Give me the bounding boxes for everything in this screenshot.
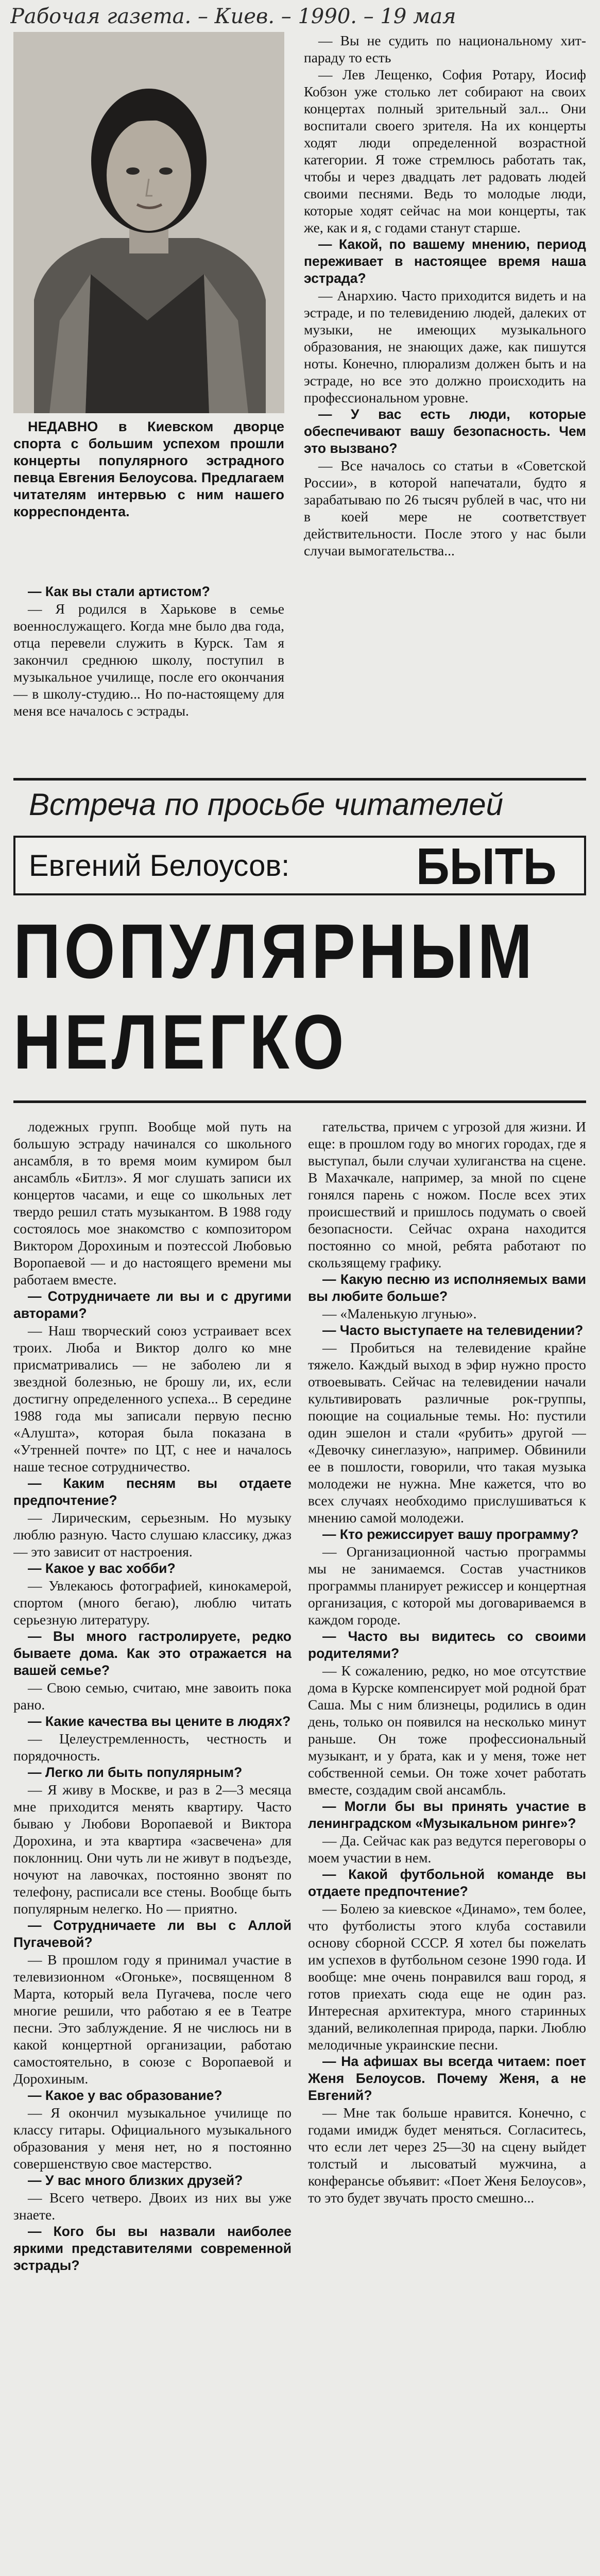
interview-answer: — Наш творческий союз устраивает всех троих. Люба и Виктор долго ко мне присматривались — не заболею ли я звездной болезнью, не брошу ли, их, если достигну определенного успеха... В середине 1988 года мы записали первую песню «Алушта», которая была показана в «Утренней почте» по ЦТ, с нее и началось наше тесное сотрудничество.: [13, 1323, 292, 1475]
interview-answer: — Целеустремленность, честность и порядочность.: [13, 1731, 292, 1764]
interview-answer: — Да. Сейчас как раз ведутся переговоры о моем участии в нем.: [308, 1833, 586, 1866]
interview-answer: — Вы не судить по национальному хит-параду то есть: [304, 32, 586, 65]
interview-answer: — Я живу в Москве, и раз в 2—3 месяца мне приходится менять квартиру. Часто бываю у Любови Воропаевой и Виктора Дорохина, и эта квартира «засвечена» для поклонниц. Они чуть ли не живут в подъезде, ночуют на лавочках, постоянно звонят по телефону, расписали все стены. Вообще быть популярным нелегко. Но — приятно.: [13, 1782, 292, 1917]
interview-answer: — Пробиться на телевидение крайне тяжело. Каждый выход в эфир нужно просто отвоевывать. Сейчас на телевидении начали культивировать различные рок-группы, поющие на социальные темы. Но: пустили один эшелон и стали «рубить» другой — «Девочку синеглазую», например. Обвинили ее в пошлости, говорили, что такая музыка молодежи не нужна. Мне кажется, что во всех случаях необходимо прислушиваться к мнению самой молодежи.: [308, 1340, 586, 1526]
interview-question: — У вас много близких друзей?: [28, 2173, 243, 2188]
interview-question: — На афишах вы всегда читаем: поет Женя Белоусов. Почему Женя, а не Евгений?: [308, 2054, 586, 2103]
interview-answer: — Мне так больше нравится. Конечно, с годами имидж будет меняться. Согласитесь, что если лет через 25—30 на сцену выйдет толстый и лысоватый мужчина, а конферансье объявит: «Поет Женя Белоусов», то это будет звучать просто смешно...: [308, 2105, 586, 2206]
top-left-column: [13, 583, 284, 775]
headline-word-2: ПОПУЛЯРНЫМ: [13, 908, 536, 994]
headline-word-1: БЫТЬ: [416, 838, 557, 895]
interview-answer: — Все началось со статьи в «Советской России», в которой напечатали, будто я зарабатываю по 26 тысяч рублей в час, что ни в коей мере не соответствует действительности. После этого у нас были случаи вымогательства...: [304, 457, 586, 558]
banner-top-rule: [13, 778, 586, 781]
interview-answer: — К сожалению, редко, но мое отсутствие дома в Курске компенсирует мой родной брат Саша. Мы с ним близнецы, родились в один день, только он появился на несколько минут раньше. Он тоже профессиональный музыкант, и у брата, как и у меня, тоже нет собственной семьи. Он тоже хочет работать вместе, создадим свой ансамбль.: [308, 1663, 586, 1798]
interview-question: — Вы много гастролируете, редко бываете дома. Как это отражается на вашей семье?: [13, 1629, 292, 1678]
interview-answer: — Я окончил музыкальное училище по классу гитары. Официального музыкального образования у меня нет, но я постоянно совершенствую свое мастерство.: [13, 2105, 292, 2172]
interview-question: — Кто режиссирует вашу программу?: [322, 1527, 579, 1542]
portrait-illustration: [13, 32, 284, 413]
interview-question: — Какую песню из исполняемых вами вы любите больше?: [308, 1272, 586, 1304]
interview-question: — Легко ли быть популярным?: [28, 1765, 243, 1780]
headline-word-3: НЕЛЕГКО: [13, 998, 348, 1085]
intro-text: НЕДАВНО в Киевском дворце спорта с большим успехом прошли концерты популярного эстрадного певца Евгения Белоусова. Предлагаем читателям интервью с ним нашего корреспондента.: [13, 419, 284, 519]
rubric-subhead: Встреча по просьбе читателей: [29, 787, 503, 822]
interview-question: — Какое у вас хобби?: [28, 1561, 176, 1576]
interview-question: — Часто выступаете на телевидении?: [322, 1323, 584, 1338]
interview-answer: — Я родился в Харькове в семье военнослужащего. Когда мне было два года, отца перевели служить в Курск. Там я закончил среднюю школу, поступил в музыкальное училище, после его окончания — в школу-студию... Но по-настоящему для меня все началось с эстрады.: [13, 601, 284, 719]
interview-answer: — Болею за киевское «Динамо», тем более, что футболисты этого клуба составили основу сборной СССР. Я хотел бы пожелать им успехов в футбольном сезоне 1990 года. И вообще: мне очень понравился ваш город, я готов приехать сюда еще не один раз. Интересная архитектура, много старинных зданий, великолепная природа, парки. Люблю мелодичные украинские песни.: [308, 1901, 586, 2053]
interview-question: — Часто вы видитесь со своими родителями?: [308, 1629, 586, 1661]
interview-question: — У вас есть люди, которые обеспечивают вашу безопасность. Чем это вызвано?: [304, 406, 586, 456]
interview-answer: — Лирическим, серьезным. Но музыку люблю разную. Часто слушаю классику, джаз — это зависит от настроения.: [13, 1510, 292, 1560]
interview-answer: — Всего четверо. Двоих из них вы уже знаете.: [13, 2190, 292, 2223]
interview-question: — Какой футбольной команде вы отдаете предпочтение?: [308, 1867, 586, 1899]
interview-question: — Как вы стали артистом?: [28, 584, 210, 599]
interview-answer: — В прошлом году я принимал участие в телевизионном «Огоньке», посвященном 8 Марта, который вела Пугачева, после чего многие решили, что работаю я ее в Театре песни. Это заблуждение. Я не числюсь ни в какой концертной организации, работаю самостоятельно, в союзе с Воропаевой и Дорохиным.: [13, 1952, 292, 2087]
banner-bottom-rule: [13, 1100, 586, 1103]
interview-answer: гательства, причем с угрозой для жизни. И еще: в прошлом году во многих городах, где я выступал, были случаи хулиганства на сцене. В Махачкале, например, за мной по сцене гонялся парень с ножом. После всех этих происшествий и пришлось подумать о своей безопасности. Сейчас охрана находится постоянно со мной, ребята работают по скользящему графику.: [308, 1118, 586, 1270]
interview-question: — Каким песням вы отдаете предпочтение?: [13, 1476, 292, 1508]
interview-answer: — Свою семью, считаю, мне завоить пока рано.: [13, 1680, 292, 1713]
portrait-photo: [13, 32, 284, 413]
interview-question: — Какой, по вашему мнению, период переживает в настоящее время наша эстрада?: [304, 236, 586, 286]
headline-banner: [13, 778, 586, 1108]
interview-question: — Кого бы вы назвали наиболее яркими представителями современной эстрады?: [13, 2224, 292, 2273]
interview-question: — Могли бы вы принять участие в ленинградском «Музыкальном ринге»?: [308, 1799, 586, 1831]
interview-answer: — «Маленькую лгунью».: [322, 1306, 477, 1321]
interview-answer: — Увлекаюсь фотографией, кинокамерой, спортом (много бегаю), люблю читать серьезную литературу.: [13, 1578, 292, 1628]
article-column-2: [308, 1118, 586, 2576]
interview-question: — Какие качества вы цените в людях?: [28, 1714, 291, 1729]
interview-question: — Сотрудничаете ли вы и с другими авторами?: [13, 1289, 292, 1321]
headline-name-box: [13, 836, 586, 895]
article-column-1: [13, 1118, 292, 2576]
interview-answer: — Лев Лещенко, София Ротару, Иосиф Кобзон уже столько лет собирают на своих концертах полный зрительный зал... Они воспитали своего зрителя. На их концерты ходят люди определенной возрастной категории. Я тоже стремлюсь работать так, чтобы и через двадцать лет радовать людей своими песнями. Ведь то молодые люди, которые ходят сейчас на мои концерты, так же, как и я, с годами станут старше.: [304, 66, 586, 235]
interview-answer: — Организационной частью программы мы не занимаемся. Состав участников программы планирует режиссер и концертная организация, с которой мы договариваемся в каждом городе.: [308, 1544, 586, 1628]
interview-answer: лодежных групп. Вообще мой путь на большую эстраду начинался со школьного ансамбля, в то время моим кумиром был ансамбль «Битлз». Я мог слушать записи их концертов часами, и еще со школьных лет твердо решил стать музыкантом. В 1988 году состоялось мое знакомство с композитором Виктором Дорохиным и поэтессой Любовью Воропаевой — и до настоящего времени мы работаем вместе.: [13, 1118, 292, 1287]
headline-name: Евгений Белоусов:: [29, 849, 290, 883]
interview-question: — Сотрудничаете ли вы с Аллой Пугачевой?: [13, 1918, 292, 1950]
intro-block: [13, 418, 284, 582]
top-right-column: [304, 32, 586, 775]
interview-question: — Какое у вас образование?: [28, 2088, 222, 2103]
handwritten-source-note: Рабочая газета. – Киев. – 1990. – 19 мая: [10, 5, 456, 28]
interview-answer: — Анархию. Часто приходится видеть и на эстраде, и по телевидению людей, далеких от музыки, не имеющих музыкального образования, не знающих даже, как пишутся ноты. Конечно, плюрализм должен быть и на эстраде, но все это должно происходить на профессиональном уровне.: [304, 287, 586, 405]
